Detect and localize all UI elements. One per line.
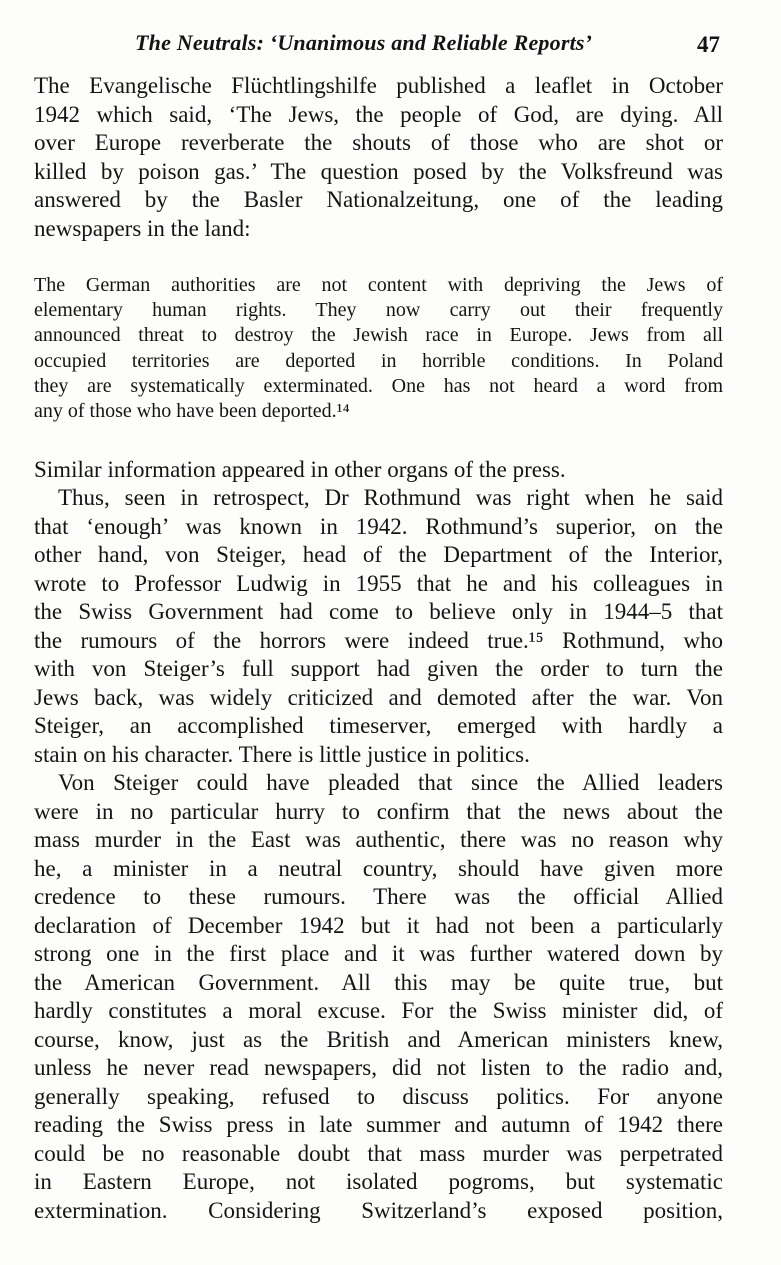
- text-line: could be no reasonable doubt that mass murder was perpetrated: [34, 1140, 723, 1166]
- text-line: killed by poison gas.’ The question posed by the Volksfreund was: [34, 158, 723, 184]
- quote-line: they are systematically exterminated. One has not heard a word from: [34, 374, 723, 397]
- text-line: with von Steiger’s full support had given the order to turn the: [34, 656, 723, 681]
- text-line: Thus, seen in retrospect, Dr Rothmund was right when he said: [58, 485, 723, 510]
- text-line: mass murder in the East was authentic, there was no reason why: [34, 827, 723, 852]
- text-line: the American Government. All this may be quite true, but: [34, 969, 723, 995]
- text-line: other hand, von Steiger, head of the Department of the Interior,: [34, 542, 723, 567]
- quote-line: elementary human rights. They now carry out their frequently: [34, 299, 723, 322]
- text-line: unless he never read newspapers, did not listen to the radio and,: [34, 1055, 723, 1080]
- block-quote: [34, 273, 723, 424]
- quote-line: any of those who have been deported.¹⁴: [34, 400, 350, 423]
- page-header: [0, 30, 781, 64]
- text-line: credence to these rumours. There was the official Allied: [34, 884, 723, 909]
- text-line: the rumours of the horrors were indeed true.¹⁵ Rothmund, who: [34, 627, 723, 653]
- text-line: wrote to Professor Ludwig in 1955 that he and his colleagues in: [34, 570, 723, 596]
- text-line: were in no particular hurry to confirm that the news about the: [34, 798, 723, 824]
- text-line: reading the Swiss press in late summer and autumn of 1942 there: [34, 1112, 723, 1137]
- paragraph-1: [34, 72, 723, 243]
- text-line: he, a minister in a neutral country, should have given more: [34, 855, 723, 881]
- paragraph-2: [34, 456, 723, 485]
- text-line: over Europe reverberate the shouts of those who are shot or: [34, 130, 723, 155]
- quote-line: The German authorities are not content with depriving the Jews of: [34, 274, 723, 296]
- quote-line: announced threat to destroy the Jewish race in Europe. Jews from all: [34, 324, 723, 347]
- text-line: extermination. Considering Switzerland’s exposed position,: [34, 1197, 723, 1223]
- paragraph-4: [34, 769, 723, 1225]
- text-line: Steiger, an accomplished timeserver, emerged with hardly a: [34, 713, 723, 738]
- text-line: stain on his character. There is little justice in politics.: [34, 741, 530, 767]
- text-line: Jews back, was widely criticized and demoted after the war. Von: [34, 684, 723, 710]
- page-number: 47: [697, 32, 720, 57]
- text-line: answered by the Basler Nationalzeitung, one of the leading: [34, 187, 723, 212]
- paragraph-3: [34, 484, 723, 769]
- text-line: 1942 which said, ‘The Jews, the people of God, are dying. All: [34, 101, 723, 127]
- quote-line: occupied territories are deported in horrible conditions. In Poland: [34, 349, 723, 372]
- text-line: Von Steiger could have pleaded that since the Allied leaders: [58, 770, 723, 795]
- text-line: in Eastern Europe, not isolated pogroms, but systematic: [34, 1169, 723, 1194]
- running-head: The Neutrals: ‘Unanimous and Reliable Reports’: [135, 30, 593, 55]
- text-line: course, know, just as the British and American ministers knew,: [34, 1026, 723, 1052]
- text-line: newspapers in the land:: [34, 215, 251, 241]
- text-line: strong one in the first place and it was further watered down by: [34, 941, 723, 966]
- text-line: that ‘enough’ was known in 1942. Rothmund’s superior, on the: [34, 513, 723, 539]
- text-line: generally speaking, refused to discuss politics. For anyone: [34, 1083, 723, 1109]
- text-line: the Swiss Government had come to believe only in 1944–5 that: [34, 599, 723, 624]
- text-line: The Evangelische Flüchtlingshilfe published a leaflet in October: [34, 73, 723, 98]
- text-line: declaration of December 1942 but it had not been a particularly: [34, 912, 723, 938]
- text-line: hardly constitutes a moral excuse. For the Swiss minister did, of: [34, 998, 723, 1023]
- text-line: Similar information appeared in other organs of the press.: [34, 457, 566, 482]
